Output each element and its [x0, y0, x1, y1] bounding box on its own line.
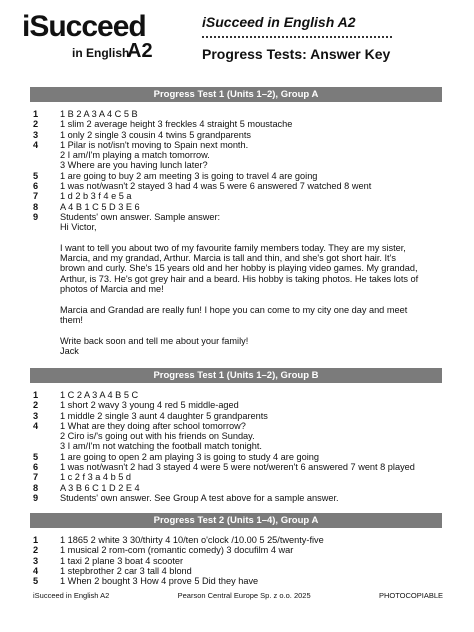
answer-text: A 4 B 1 C 5 D 3 E 6: [60, 201, 140, 212]
answer-line: [33, 576, 443, 586]
answer-text: Hi Victor,: [60, 222, 97, 233]
answer-line: [33, 346, 443, 356]
answer-text: photos of Marcia and me!: [60, 284, 164, 295]
answer-line: [33, 305, 443, 315]
answer-line: [33, 566, 443, 576]
answer-text: [60, 325, 443, 335]
answer-text: 1 stepbrother 2 car 3 tall 4 blond: [60, 565, 192, 576]
answer-line: [33, 263, 443, 273]
answer-text: 1 middle 2 single 3 aunt 4 daughter 5 grandparents: [60, 410, 268, 421]
answer-text: 1 slim 2 average height 3 freckles 4 straight 5 moustache: [60, 119, 293, 130]
question-number: 6: [33, 462, 39, 473]
answer-text: 1 are going to open 2 am playing 3 is going to study 4 are going: [60, 451, 319, 462]
section-header: Progress Test 1 (Units 1–2), Group A: [30, 87, 442, 102]
answer-block: [33, 109, 443, 356]
answer-line: [33, 472, 443, 482]
answer-line: [33, 212, 443, 222]
answer-line: [33, 119, 443, 129]
answer-text: [60, 233, 443, 243]
answer-text: A 3 B 6 C 1 D 2 E 4: [60, 482, 140, 493]
question-number: [33, 253, 60, 263]
question-number: 9: [33, 211, 39, 222]
question-number: 4: [33, 565, 39, 576]
question-number: 6: [33, 181, 39, 192]
answer-line: [33, 441, 443, 451]
question-number: [33, 305, 60, 315]
logo-level-text: A2: [127, 40, 153, 62]
answer-line: [33, 390, 443, 400]
question-number: [33, 346, 60, 356]
answer-text: 1 d 2 b 3 f 4 e 5 a: [60, 191, 132, 202]
answer-line: [33, 171, 443, 181]
answer-text: Arthur, is 73. He's got grey hair and a beard. His hobby is taking photos. He takes lots of: [60, 273, 419, 284]
question-number: [33, 274, 60, 284]
question-number: [33, 431, 60, 441]
answer-text: 1 short 2 wavy 3 young 4 red 5 middle-aged: [60, 400, 239, 411]
question-number: [33, 284, 60, 294]
answer-text: 1 Pilar is not/isn't moving to Spain next month.: [60, 139, 249, 150]
answer-line: [33, 483, 443, 493]
answer-line: [33, 150, 443, 160]
answer-line: [33, 160, 443, 170]
question-number: 2: [33, 545, 39, 556]
answer-text: Write back soon and tell me about your family!: [60, 335, 249, 346]
question-number: 9: [33, 492, 39, 503]
book-title: iSucceed in English A2: [202, 14, 356, 30]
question-number: 2: [33, 119, 39, 130]
answer-text: 1 c 2 f 3 a 4 b 5 d: [60, 472, 131, 483]
answer-text: 2 I am/I'm playing a match tomorrow.: [60, 150, 210, 161]
answer-text: brown and curly. She's 15 years old and her hobby is playing video games. My grandad,: [60, 263, 418, 274]
answer-text: them!: [60, 314, 83, 325]
section-header: Progress Test 2 (Units 1–4), Group A: [30, 513, 442, 528]
document-header: [202, 14, 462, 62]
question-number: 5: [33, 170, 39, 181]
question-number: 2: [33, 400, 39, 411]
question-number: 3: [33, 129, 39, 140]
answer-line: [33, 284, 443, 294]
question-number: [33, 325, 60, 335]
answer-line: [33, 452, 443, 462]
question-number: [33, 222, 60, 232]
answer-line: [33, 545, 443, 555]
footer-right: PHOTOCOPIABLE: [378, 591, 443, 600]
logo-sub-text: in English: [72, 46, 130, 60]
question-number: 3: [33, 410, 39, 421]
footer-left: iSucceed in English A2: [33, 591, 110, 600]
question-number: 4: [33, 139, 39, 150]
answer-line: [33, 421, 443, 431]
logo-main-text: iSucceed: [22, 10, 146, 43]
answer-line: [33, 181, 443, 191]
answer-line: [33, 202, 443, 212]
document-title: Progress Tests: Answer Key: [202, 46, 391, 62]
answer-text: Jack: [60, 345, 79, 356]
answer-text: Marcia and Grandad are really fun! I hope you can come to my city one day and meet: [60, 304, 408, 315]
answer-line: [33, 493, 443, 503]
answer-text: 1 was not/wasn't 2 stayed 3 had 4 was 5 were 6 answered 7 watched 8 went: [60, 181, 372, 192]
answer-text: 1 B 2 A 3 A 4 C 5 B: [60, 109, 138, 119]
answer-text: I want to tell you about two of my favourite family members today. They are my sister,: [60, 242, 406, 253]
question-number: [33, 233, 60, 243]
answer-text: 1 taxi 2 plane 3 boat 4 scooter: [60, 555, 184, 566]
answer-line: [33, 191, 443, 201]
answer-text: 1 was not/wasn't 2 had 3 stayed 4 were 5 were not/weren't 6 answered 7 went 8 played: [60, 462, 415, 473]
answer-line: [33, 243, 443, 253]
answer-line: [33, 274, 443, 284]
answer-line: [33, 411, 443, 421]
answer-block: [33, 535, 443, 586]
answer-line: [33, 336, 443, 346]
question-number: [33, 441, 60, 451]
answer-text: 3 I am/I'm not watching the football match tonight.: [60, 441, 262, 452]
answer-text: 1 only 2 single 3 cousin 4 twins 5 grandparents: [60, 129, 252, 140]
answer-text: 1 What are they doing after school tomorrow?: [60, 420, 246, 431]
answer-text: Students' own answer. Sample answer:: [60, 211, 221, 222]
answer-line: [33, 556, 443, 566]
question-number: 4: [33, 420, 39, 431]
answer-text: 3 Where are you having lunch later?: [60, 160, 208, 171]
answer-line: [33, 462, 443, 472]
page-footer: [33, 591, 443, 600]
dotted-divider: [202, 36, 392, 38]
answer-line: [33, 400, 443, 410]
question-number: 1: [33, 535, 39, 545]
question-number: [33, 294, 60, 304]
answer-line: [33, 233, 443, 243]
answer-text: Marcia, and my grandad, Arthur. Marcia is tall and thin, and she's got short hair. It's: [60, 253, 396, 264]
section-header: Progress Test 1 (Units 1–2), Group B: [30, 368, 442, 383]
question-number: 7: [33, 472, 39, 483]
footer-center: Pearson Central Europe Sp. z o.o. 2025: [177, 591, 311, 600]
answer-line: [33, 222, 443, 232]
answer-line: [33, 431, 443, 441]
answer-block: [33, 390, 443, 503]
answer-text: 1 When 2 bought 3 How 4 prove 5 Did they have: [60, 576, 259, 587]
question-number: 5: [33, 451, 39, 462]
question-number: 3: [33, 555, 39, 566]
answer-text: Students' own answer. See Group A test above for a sample answer.: [60, 492, 339, 503]
question-number: 1: [33, 390, 39, 400]
brand-logo: [22, 8, 172, 68]
answer-text: 2 Ciro is/'s going out with his friends on Sunday.: [60, 431, 255, 442]
answer-text: 1 are going to buy 2 am meeting 3 is going to travel 4 are going: [60, 170, 318, 181]
question-number: 1: [33, 109, 39, 119]
question-number: [33, 315, 60, 325]
answer-text: 1 1865 2 white 3 30/thirty 4 10/ten o'clock /10.00 5 25/twenty-five: [60, 535, 324, 545]
answer-text: [60, 294, 443, 304]
answer-line: [33, 315, 443, 325]
answer-line: [33, 535, 443, 545]
answer-text: 1 C 2 A 3 A 4 B 5 C: [60, 390, 139, 400]
question-number: [33, 336, 60, 346]
answer-line: [33, 253, 443, 263]
answer-line: [33, 109, 443, 119]
question-number: [33, 243, 60, 253]
question-number: 7: [33, 191, 39, 202]
question-number: 5: [33, 576, 39, 587]
question-number: [33, 263, 60, 273]
answer-line: [33, 325, 443, 335]
question-number: 8: [33, 201, 39, 212]
question-number: [33, 160, 60, 170]
answer-text: 1 musical 2 rom-com (romantic comedy) 3 docufilm 4 war: [60, 545, 294, 556]
answer-line: [33, 140, 443, 150]
question-number: [33, 150, 60, 160]
answer-line: [33, 130, 443, 140]
answer-line: [33, 294, 443, 304]
question-number: 8: [33, 482, 39, 493]
